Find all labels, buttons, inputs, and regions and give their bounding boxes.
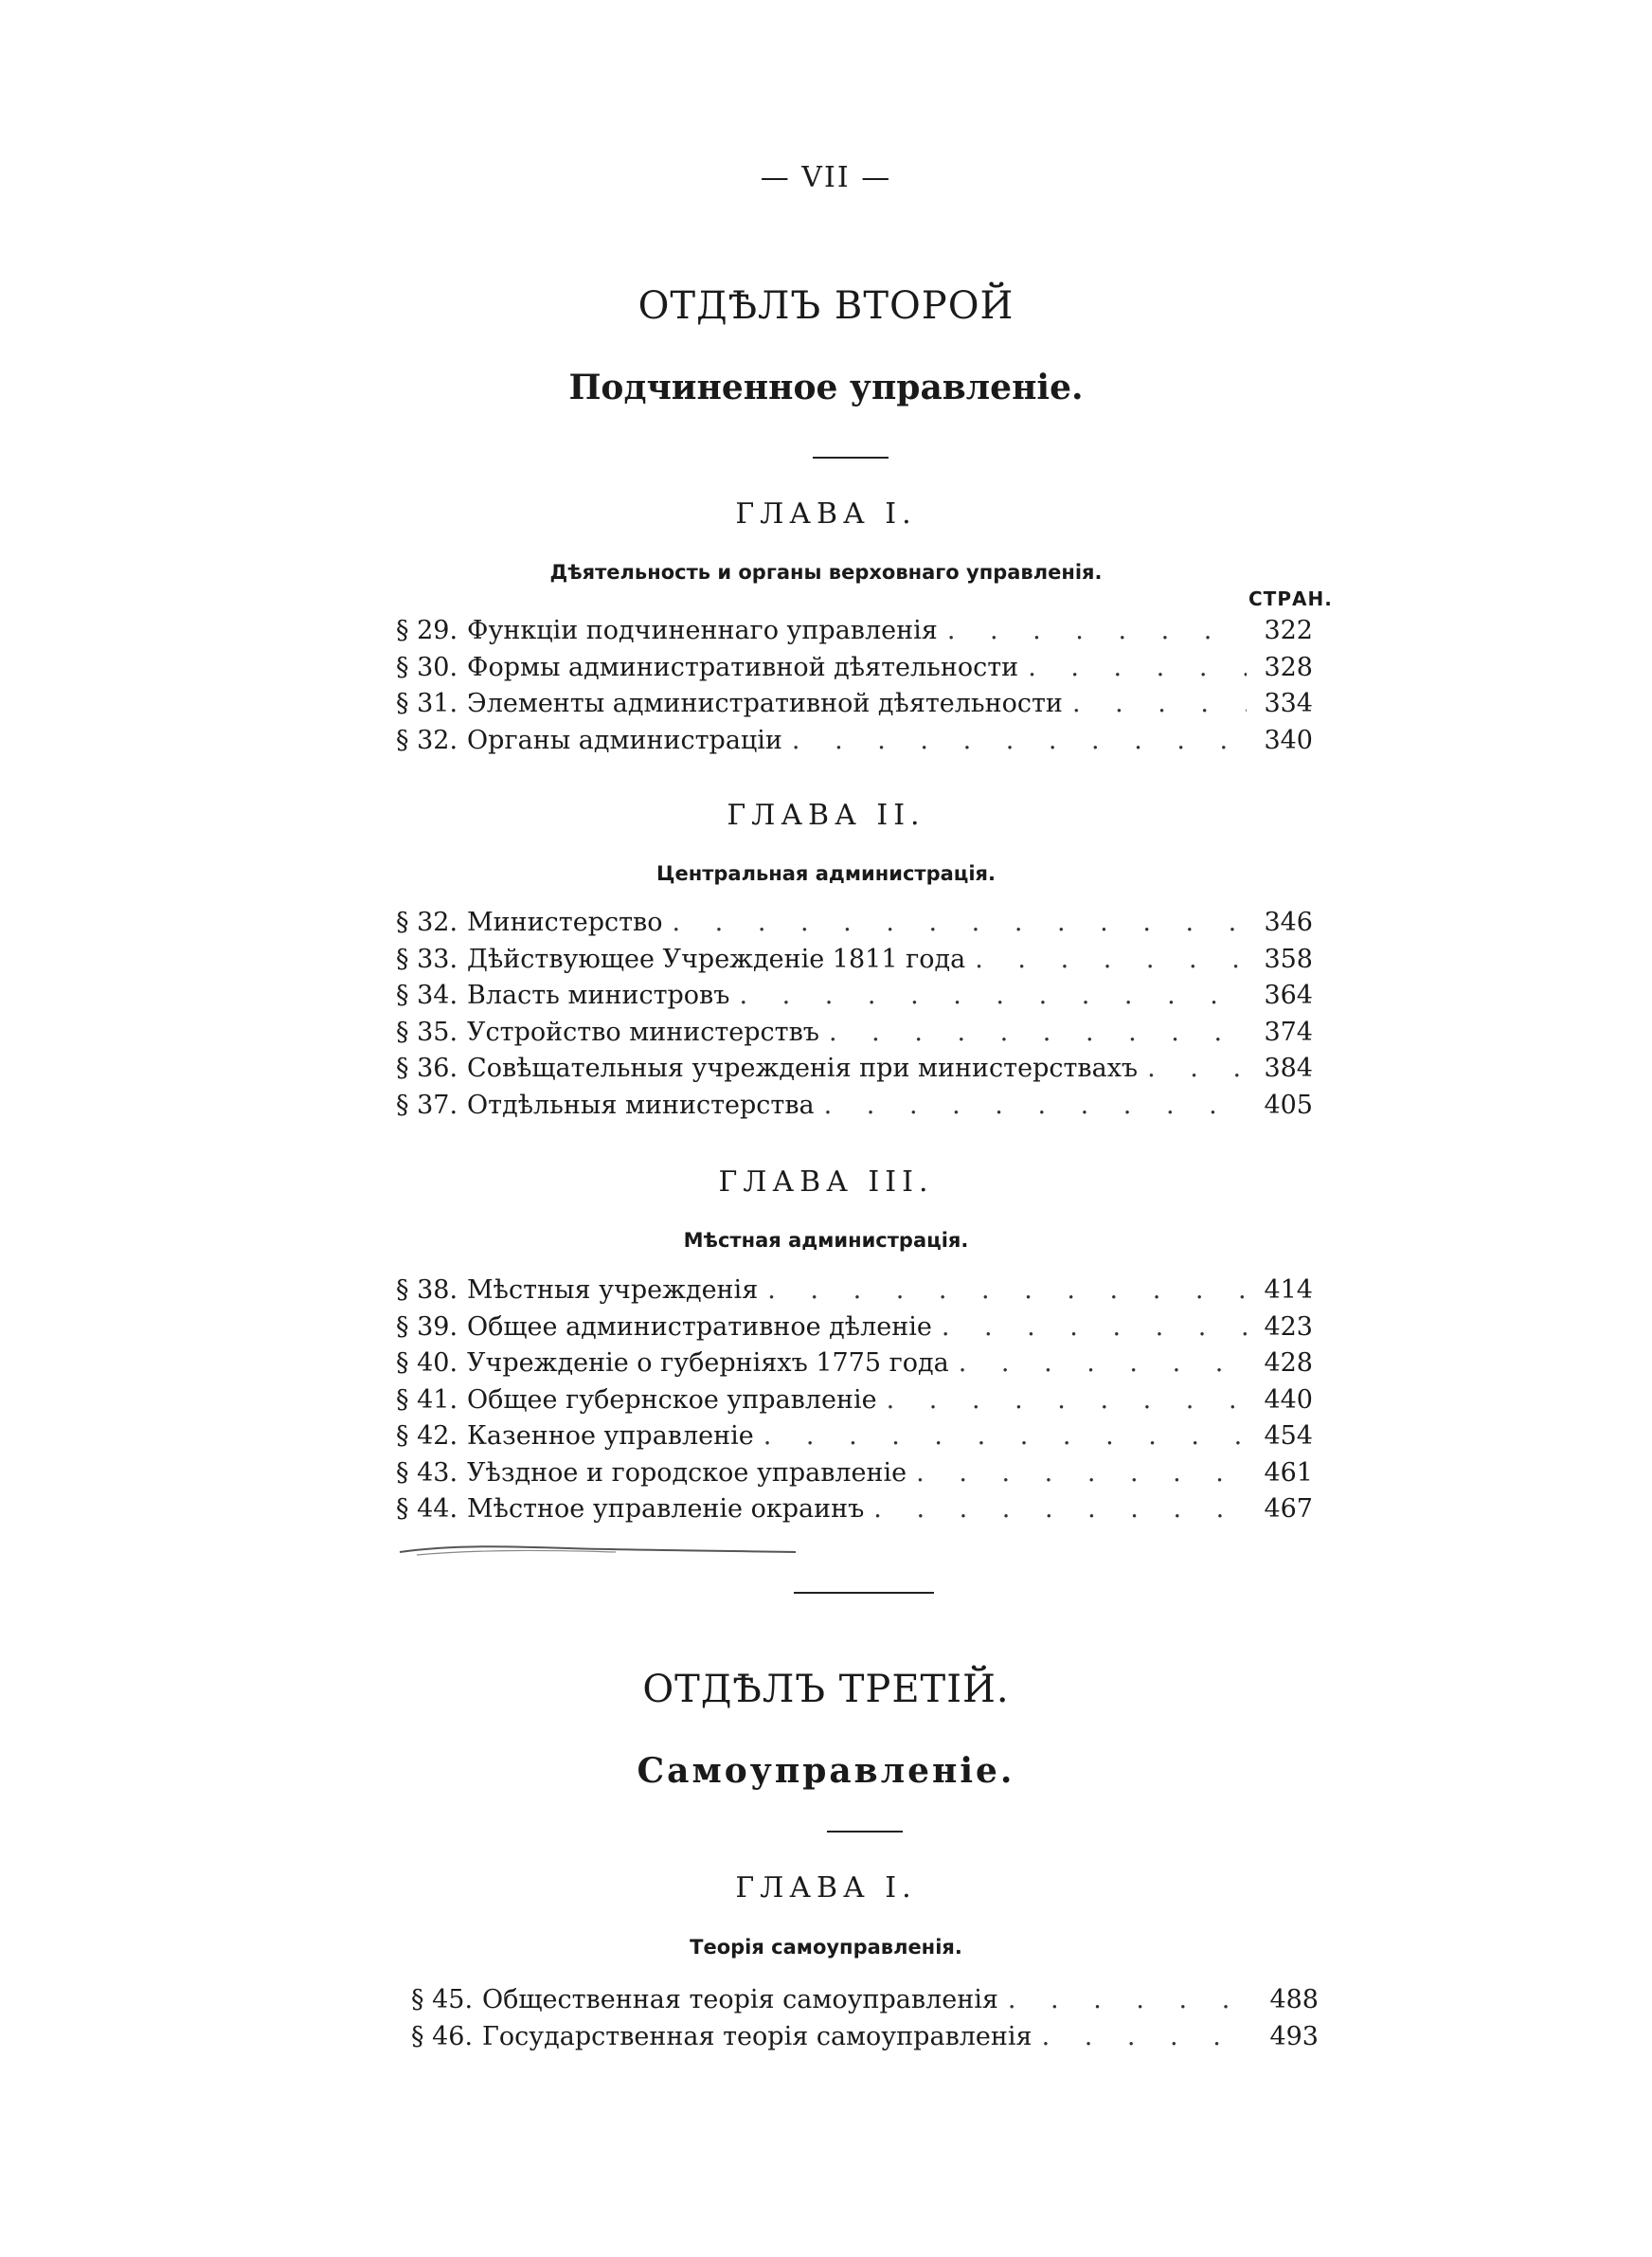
chapter-subtitle: Центральная администрація. — [655, 862, 997, 885]
entry-page: 488 — [1269, 1985, 1319, 2014]
entry-page: 322 — [1264, 616, 1313, 645]
chapter-heading: ГЛАВА II. — [727, 799, 925, 832]
entry-page: 328 — [1264, 652, 1313, 682]
chapter-heading: ГЛАВА I. — [735, 497, 917, 531]
toc-entry — [396, 653, 1313, 690]
toc-entry — [396, 908, 1313, 945]
toc-entry — [396, 1348, 1313, 1385]
entry-page: 364 — [1264, 981, 1313, 1010]
entry-number: § 43. — [396, 1457, 458, 1488]
toc-entry — [396, 1018, 1313, 1055]
toc-list — [396, 616, 1313, 762]
entry-title: Отдѣльныя министерства — [467, 1090, 815, 1120]
entry-page: 428 — [1264, 1348, 1313, 1378]
entry-number: § 29. — [396, 616, 458, 645]
entry-page: 384 — [1264, 1054, 1313, 1083]
entry-title: Общее губернское управленіе — [467, 1384, 877, 1415]
entry-title: Мѣстныя учрежденія — [467, 1275, 759, 1305]
dot-leader — [792, 726, 1247, 755]
dot-leader — [1028, 653, 1247, 682]
entry-title: Власть министровъ — [467, 981, 730, 1010]
dot-leader — [1042, 2022, 1252, 2051]
dot-leader — [739, 981, 1247, 1010]
entry-title: Дѣйствующее Учрежденіе 1811 года — [467, 944, 966, 974]
dot-leader — [763, 1421, 1247, 1451]
entry-title: Функціи подчиненнаго управленія — [467, 616, 938, 645]
chapter-heading: ГЛАВА I. — [735, 1871, 917, 1905]
entry-page: 440 — [1264, 1384, 1313, 1415]
dot-leader — [1072, 689, 1247, 718]
part3-title: ОТДѢЛЪ ТРЕТІЙ. — [642, 1668, 1010, 1711]
entry-number: § 41. — [396, 1384, 458, 1415]
toc-list — [396, 1275, 1313, 1531]
toc-list — [411, 1985, 1319, 2058]
entry-title: Совѣщательныя учрежденія при министерствахъ — [467, 1054, 1139, 1083]
entry-page: 374 — [1264, 1017, 1313, 1047]
entry-number: § 39. — [396, 1311, 458, 1342]
entry-number: § 40. — [396, 1348, 458, 1378]
chapter-subtitle: Теорія самоуправленія. — [690, 1936, 962, 1959]
divider — [794, 1592, 934, 1594]
part2-subtitle: Подчиненное управленіе. — [568, 368, 1084, 407]
entry-title: Органы администраціи — [467, 725, 782, 755]
entry-page: 346 — [1264, 908, 1313, 937]
dot-leader — [975, 945, 1247, 974]
pencil-underline-mark — [398, 1541, 815, 1560]
page-column-header: СТРАН. — [1248, 587, 1333, 610]
entry-number: § 44. — [396, 1494, 458, 1524]
entry-title: Казенное управленіе — [467, 1421, 754, 1451]
toc-entry — [396, 1312, 1313, 1349]
dot-leader — [942, 1312, 1247, 1342]
entry-page: 340 — [1264, 725, 1313, 755]
dot-leader — [959, 1348, 1247, 1378]
entry-number: § 30. — [396, 652, 458, 682]
entry-number: § 32. — [396, 908, 458, 937]
divider — [813, 457, 889, 459]
toc-entry — [396, 945, 1313, 982]
entry-page: 461 — [1264, 1457, 1313, 1488]
dot-leader — [824, 1091, 1247, 1120]
dot-leader — [873, 1494, 1247, 1524]
entry-number: § 35. — [396, 1017, 458, 1047]
dot-leader — [1147, 1054, 1247, 1083]
toc-entry — [411, 1985, 1319, 2022]
entry-page: 414 — [1264, 1275, 1313, 1305]
toc-list — [396, 908, 1313, 1127]
entry-title: Министерство — [467, 908, 663, 937]
entry-page: 405 — [1264, 1090, 1313, 1120]
entry-title: Формы административной дѣятельности — [467, 652, 1019, 682]
entry-number: § 42. — [396, 1421, 458, 1451]
page-number: — VII — — [760, 161, 892, 194]
chapter-heading: ГЛАВА III. — [718, 1165, 934, 1199]
dot-leader — [887, 1385, 1247, 1415]
entry-title: Уѣздное и городское управленіе — [467, 1457, 907, 1488]
entry-number: § 34. — [396, 981, 458, 1010]
toc-entry — [396, 981, 1313, 1018]
chapter-subtitle: Мѣстная администрація. — [683, 1229, 969, 1252]
entry-number: § 31. — [396, 689, 458, 718]
dot-leader — [947, 616, 1247, 645]
entry-title: Учрежденіе о губерніяхъ 1775 года — [467, 1348, 949, 1378]
toc-entry — [396, 1458, 1313, 1495]
toc-entry — [396, 1385, 1313, 1422]
toc-entry — [396, 1054, 1313, 1091]
toc-entry — [411, 2022, 1319, 2059]
entry-title: Общественная теорія самоуправленія — [482, 1985, 998, 2014]
entry-number: § 45. — [411, 1985, 474, 2014]
entry-title: Мѣстное управленіе окраинъ — [467, 1494, 865, 1524]
chapter-subtitle: Дѣятельность и органы верховнаго управленія. — [549, 561, 1103, 584]
entry-number: § 36. — [396, 1054, 458, 1083]
entry-page: 467 — [1264, 1494, 1313, 1524]
entry-page: 334 — [1264, 689, 1313, 718]
toc-entry — [396, 1275, 1313, 1312]
part3-subtitle: Самоуправленіе. — [637, 1751, 1015, 1791]
toc-entry — [396, 1091, 1313, 1128]
entry-page: 493 — [1269, 2021, 1319, 2051]
dot-leader — [1008, 1985, 1252, 2014]
toc-entry — [396, 1421, 1313, 1458]
dot-leader — [829, 1018, 1247, 1047]
entry-number: § 46. — [411, 2021, 474, 2051]
divider — [827, 1831, 903, 1833]
dot-leader — [767, 1275, 1247, 1305]
entry-title: Государственная теорія самоуправленія — [482, 2021, 1032, 2051]
dot-leader — [673, 908, 1248, 937]
entry-page: 423 — [1264, 1311, 1313, 1342]
toc-entry — [396, 616, 1313, 653]
entry-number: § 38. — [396, 1275, 458, 1305]
dot-leader — [916, 1458, 1247, 1488]
entry-title: Устройство министерствъ — [467, 1017, 819, 1047]
entry-title: Общее административное дѣленіе — [467, 1311, 932, 1342]
toc-entry — [396, 1494, 1313, 1531]
entry-number: § 37. — [396, 1090, 458, 1120]
entry-number: § 33. — [396, 944, 458, 974]
part2-title: ОТДѢЛЪ ВТОРОЙ — [637, 284, 1015, 328]
toc-entry — [396, 726, 1313, 763]
entry-number: § 32. — [396, 725, 458, 755]
entry-title: Элементы административной дѣятельности — [467, 689, 1063, 718]
entry-page: 454 — [1264, 1421, 1313, 1451]
toc-entry — [396, 689, 1313, 726]
entry-page: 358 — [1264, 944, 1313, 974]
